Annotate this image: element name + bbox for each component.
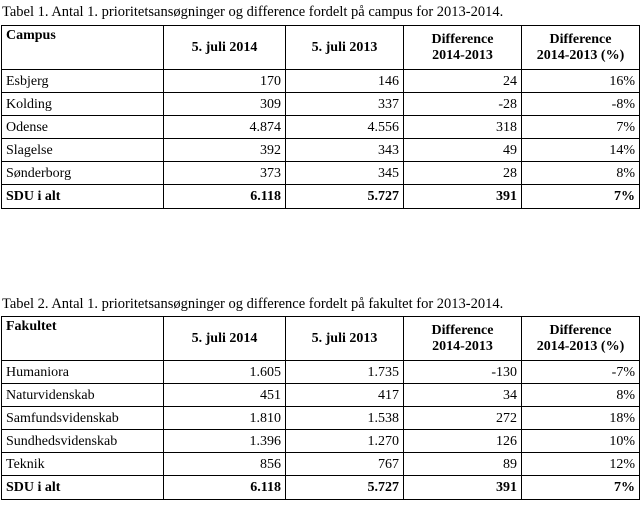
table-cell: 18% — [522, 407, 640, 430]
table-cell: 170 — [164, 70, 286, 93]
table-cell: 345 — [286, 162, 404, 185]
table-row — [2, 384, 640, 407]
table-cell: 14% — [522, 139, 640, 162]
row-label: Sundhedsvidenskab — [2, 430, 164, 453]
table-cell: 146 — [286, 70, 404, 93]
table-cell: 451 — [164, 384, 286, 407]
table-cell: 7% — [522, 116, 640, 139]
table-cell: 10% — [522, 430, 640, 453]
table-cell: 391 — [404, 476, 522, 500]
table-cell: 337 — [286, 93, 404, 116]
table-cell: -130 — [404, 361, 522, 384]
table-row — [2, 70, 640, 93]
table-cell: 392 — [164, 139, 286, 162]
table-cell: 6.118 — [164, 476, 286, 500]
table-cell: 1.396 — [164, 430, 286, 453]
table-cell: 417 — [286, 384, 404, 407]
column-header: Fakultet — [2, 317, 164, 361]
table-cell: 1.538 — [286, 407, 404, 430]
row-label: Samfundsvidenskab — [2, 407, 164, 430]
row-label: Humaniora — [2, 361, 164, 384]
faculty-table — [1, 316, 640, 500]
table-cell: 126 — [404, 430, 522, 453]
column-header: Difference 2014-2013 (%) — [522, 317, 640, 361]
row-label: Odense — [2, 116, 164, 139]
table-cell: 8% — [522, 162, 640, 185]
table-cell: 1.270 — [286, 430, 404, 453]
row-label: SDU i alt — [2, 185, 164, 209]
table-cell: 5.727 — [286, 185, 404, 209]
table-row — [2, 139, 640, 162]
table-cell: 767 — [286, 453, 404, 476]
row-label: Slagelse — [2, 139, 164, 162]
column-header: 5. juli 2014 — [164, 317, 286, 361]
table-cell: 7% — [522, 476, 640, 500]
table-cell: 1.735 — [286, 361, 404, 384]
total-row — [2, 185, 640, 209]
table-cell: 28 — [404, 162, 522, 185]
row-label: Teknik — [2, 453, 164, 476]
table-cell: 4.556 — [286, 116, 404, 139]
column-header: Difference 2014-2013 (%) — [522, 26, 640, 70]
table-cell: 272 — [404, 407, 522, 430]
campus-table — [1, 25, 640, 209]
column-header: Difference 2014-2013 — [404, 317, 522, 361]
row-label: SDU i alt — [2, 476, 164, 500]
table-cell: 373 — [164, 162, 286, 185]
table-cell: 856 — [164, 453, 286, 476]
table-cell: 8% — [522, 384, 640, 407]
table-2-caption: Tabel 2. Antal 1. prioritetsansøgninger og difference fordelt på fakultet for 2013-2014. — [2, 296, 504, 312]
row-label: Kolding — [2, 93, 164, 116]
column-header: Difference 2014-2013 — [404, 26, 522, 70]
table-cell: 6.118 — [164, 185, 286, 209]
column-header: 5. juli 2013 — [286, 317, 404, 361]
row-label: Esbjerg — [2, 70, 164, 93]
table-row — [2, 93, 640, 116]
row-label: Sønderborg — [2, 162, 164, 185]
table-cell: 1.605 — [164, 361, 286, 384]
table-cell: 343 — [286, 139, 404, 162]
table-cell: 7% — [522, 185, 640, 209]
table-cell: 49 — [404, 139, 522, 162]
table-cell: 1.810 — [164, 407, 286, 430]
header-row — [2, 26, 640, 70]
table-row — [2, 361, 640, 384]
table-cell: 12% — [522, 453, 640, 476]
total-row — [2, 476, 640, 500]
table-cell: 34 — [404, 384, 522, 407]
table-row — [2, 453, 640, 476]
table-cell: 391 — [404, 185, 522, 209]
table-cell: -28 — [404, 93, 522, 116]
row-label: Naturvidenskab — [2, 384, 164, 407]
table-cell: 309 — [164, 93, 286, 116]
table-cell: -7% — [522, 361, 640, 384]
table-cell: 89 — [404, 453, 522, 476]
header-row — [2, 317, 640, 361]
table-cell: -8% — [522, 93, 640, 116]
table-cell: 318 — [404, 116, 522, 139]
table-cell: 4.874 — [164, 116, 286, 139]
column-header: 5. juli 2014 — [164, 26, 286, 70]
column-header: Campus — [2, 26, 164, 70]
table-cell: 16% — [522, 70, 640, 93]
table-row — [2, 116, 640, 139]
table-row — [2, 430, 640, 453]
table-row — [2, 407, 640, 430]
column-header: 5. juli 2013 — [286, 26, 404, 70]
table-cell: 5.727 — [286, 476, 404, 500]
table-1-caption: Tabel 1. Antal 1. prioritetsansøgninger og difference fordelt på campus for 2013-2014. — [2, 4, 504, 20]
table-cell: 24 — [404, 70, 522, 93]
table-row — [2, 162, 640, 185]
